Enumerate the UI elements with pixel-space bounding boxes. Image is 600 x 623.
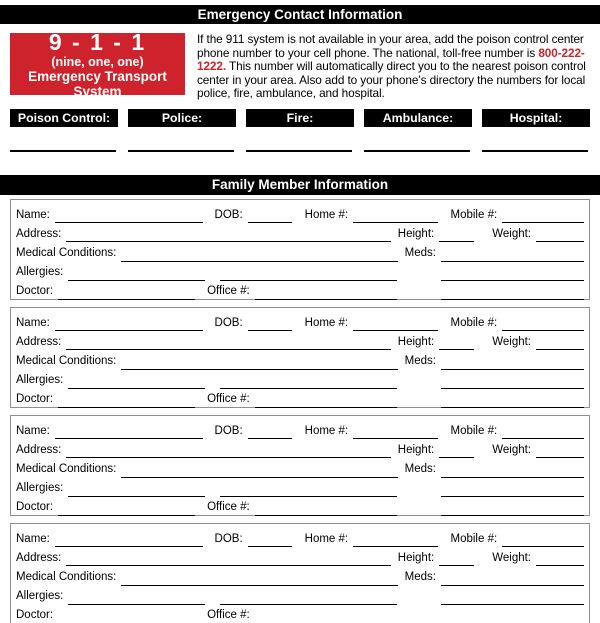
doctor-label: Doctor: bbox=[16, 285, 54, 298]
address-blank-line bbox=[66, 553, 390, 566]
police-label: Police: bbox=[128, 109, 236, 127]
dob-label: DOB: bbox=[214, 208, 243, 221]
dob-blank-line bbox=[248, 426, 292, 439]
doctor-label: Doctor: bbox=[16, 609, 54, 622]
hospital-blank-line bbox=[482, 150, 588, 152]
allergies-blank-line bbox=[68, 484, 205, 497]
hospital-label: Hospital: bbox=[482, 109, 590, 127]
medical-conditions-blank-line bbox=[121, 357, 397, 370]
height-blank-line bbox=[439, 445, 474, 458]
medical-conditions-label: Medical Conditions: bbox=[16, 247, 117, 260]
meds-blank-line bbox=[441, 357, 584, 370]
name-label: Name: bbox=[16, 532, 50, 545]
meds-continued-blank-line-2 bbox=[441, 395, 584, 408]
fire-blank-line bbox=[246, 150, 352, 152]
member-row-medical bbox=[16, 350, 584, 369]
mobile-phone-blank-line bbox=[502, 426, 584, 439]
911-info-row bbox=[10, 28, 590, 101]
member-row-medical bbox=[16, 566, 584, 585]
dob-blank-line bbox=[248, 210, 292, 223]
member-row-allergies bbox=[16, 586, 584, 605]
meds-label: Meds: bbox=[404, 247, 436, 260]
address-label: Address: bbox=[16, 551, 62, 564]
office-phone-label: Office #: bbox=[207, 393, 250, 406]
member-row-doctor bbox=[16, 281, 584, 300]
name-label: Name: bbox=[16, 208, 50, 221]
meds-continued-blank-line-2 bbox=[441, 503, 584, 516]
allergies-label: Allergies: bbox=[16, 590, 64, 603]
allergies-blank-line bbox=[68, 592, 205, 605]
address-blank-line bbox=[66, 337, 390, 350]
name-blank-line bbox=[55, 318, 203, 331]
doctor-blank-line bbox=[58, 287, 195, 300]
name-blank-line bbox=[55, 534, 203, 547]
address-label: Address: bbox=[16, 443, 62, 456]
weight-blank-line bbox=[536, 445, 584, 458]
allergies-label: Allergies: bbox=[16, 482, 64, 495]
medical-conditions-blank-line bbox=[121, 573, 397, 586]
911-subtitle: Emergency Transport System bbox=[28, 68, 167, 99]
member-row-address bbox=[16, 223, 584, 242]
meds-continued-blank-line bbox=[441, 268, 584, 281]
family-section-header: Family Member Information bbox=[0, 175, 600, 195]
911-pronunciation: (nine, one, one) bbox=[51, 54, 144, 69]
allergies-continued-blank-line bbox=[220, 376, 397, 389]
home-phone-label: Home #: bbox=[304, 532, 349, 545]
member-row-medical bbox=[16, 242, 584, 261]
meds-blank-line bbox=[441, 249, 584, 262]
dob-blank-line bbox=[248, 318, 292, 331]
name-blank-line bbox=[55, 210, 203, 223]
office-phone-blank-line bbox=[255, 503, 397, 516]
dob-label: DOB: bbox=[214, 316, 243, 329]
member-row-name bbox=[16, 528, 584, 547]
member-row-doctor bbox=[16, 389, 584, 408]
911-badge bbox=[10, 28, 185, 99]
member-row-allergies bbox=[16, 262, 584, 281]
office-phone-label: Office #: bbox=[207, 609, 250, 622]
meds-continued-blank-line bbox=[441, 376, 584, 389]
family-member-blocks bbox=[10, 199, 590, 623]
dob-blank-line bbox=[248, 534, 292, 547]
medical-conditions-label: Medical Conditions: bbox=[16, 463, 117, 476]
mobile-phone-blank-line bbox=[502, 318, 584, 331]
meds-continued-blank-line-2 bbox=[441, 287, 584, 300]
mobile-phone-blank-line bbox=[502, 210, 584, 223]
height-blank-line bbox=[439, 229, 474, 242]
office-phone-blank-line bbox=[255, 611, 397, 623]
home-phone-blank-line bbox=[353, 318, 437, 331]
allergies-label: Allergies: bbox=[16, 266, 64, 279]
allergies-continued-blank-line bbox=[220, 484, 397, 497]
name-label: Name: bbox=[16, 316, 50, 329]
ambulance-blank-line bbox=[364, 150, 470, 152]
fire-label: Fire: bbox=[246, 109, 354, 127]
address-label: Address: bbox=[16, 335, 62, 348]
height-label: Height: bbox=[397, 335, 435, 348]
weight-label: Weight: bbox=[492, 227, 531, 240]
intro-text-before: If the 911 system is not available in your area, add the poison control center phone number to your cell phone. The national, toll-free number is bbox=[197, 32, 584, 60]
member-row-name bbox=[16, 420, 584, 439]
meds-label: Meds: bbox=[404, 463, 436, 476]
emergency-section-header: Emergency Contact Information bbox=[0, 5, 600, 24]
member-row-name bbox=[16, 312, 584, 331]
weight-label: Weight: bbox=[492, 335, 531, 348]
allergies-label: Allergies: bbox=[16, 374, 64, 387]
office-phone-blank-line bbox=[255, 395, 397, 408]
allergies-blank-line bbox=[68, 376, 205, 389]
office-phone-label: Office #: bbox=[207, 285, 250, 298]
allergies-blank-line bbox=[68, 268, 205, 281]
height-blank-line bbox=[439, 337, 474, 350]
member-row-address bbox=[16, 439, 584, 458]
emergency-contacts-labels-row bbox=[10, 109, 590, 127]
weight-blank-line bbox=[536, 229, 584, 242]
doctor-blank-line bbox=[58, 611, 195, 623]
height-label: Height: bbox=[397, 551, 435, 564]
family-member-block bbox=[10, 307, 590, 408]
height-label: Height: bbox=[397, 227, 435, 240]
weight-blank-line bbox=[536, 337, 584, 350]
meds-blank-line bbox=[441, 573, 584, 586]
medical-conditions-blank-line bbox=[121, 465, 397, 478]
member-row-name bbox=[16, 204, 584, 223]
meds-label: Meds: bbox=[404, 355, 436, 368]
address-blank-line bbox=[66, 445, 390, 458]
doctor-blank-line bbox=[58, 395, 195, 408]
office-phone-label: Office #: bbox=[207, 501, 250, 514]
home-phone-blank-line bbox=[353, 534, 437, 547]
address-label: Address: bbox=[16, 227, 62, 240]
mobile-phone-label: Mobile #: bbox=[450, 208, 498, 221]
family-member-block bbox=[10, 523, 590, 623]
medical-conditions-label: Medical Conditions: bbox=[16, 571, 117, 584]
name-blank-line bbox=[55, 426, 203, 439]
member-row-medical bbox=[16, 458, 584, 477]
weight-label: Weight: bbox=[492, 551, 531, 564]
height-label: Height: bbox=[397, 443, 435, 456]
member-row-allergies bbox=[16, 370, 584, 389]
medical-conditions-label: Medical Conditions: bbox=[16, 355, 117, 368]
doctor-label: Doctor: bbox=[16, 501, 54, 514]
member-row-address bbox=[16, 547, 584, 566]
home-phone-label: Home #: bbox=[304, 208, 349, 221]
meds-continued-blank-line bbox=[441, 592, 584, 605]
office-phone-blank-line bbox=[255, 287, 397, 300]
911-number: 9 - 1 - 1 bbox=[48, 28, 147, 55]
meds-blank-line bbox=[441, 465, 584, 478]
home-phone-blank-line bbox=[353, 210, 437, 223]
poison-control-paragraph bbox=[197, 33, 590, 101]
weight-label: Weight: bbox=[492, 443, 531, 456]
ambulance-label: Ambulance: bbox=[364, 109, 472, 127]
medical-conditions-blank-line bbox=[121, 249, 397, 262]
police-blank-line bbox=[128, 150, 234, 152]
member-row-allergies bbox=[16, 478, 584, 497]
mobile-phone-label: Mobile #: bbox=[450, 532, 498, 545]
mobile-phone-blank-line bbox=[502, 534, 584, 547]
doctor-label: Doctor: bbox=[16, 393, 54, 406]
weight-blank-line bbox=[536, 553, 584, 566]
dob-label: DOB: bbox=[214, 424, 243, 437]
allergies-continued-blank-line bbox=[220, 592, 397, 605]
address-blank-line bbox=[66, 229, 390, 242]
intro-text-after: This number will automatically direct you to the nearest poison control center in your area. Also add to your phone’s directory the numbers for local police, fire, ambulance, and hospital. bbox=[197, 59, 586, 100]
home-phone-label: Home #: bbox=[304, 316, 349, 329]
poison-control-label: Poison Control: bbox=[10, 109, 118, 127]
home-phone-label: Home #: bbox=[304, 424, 349, 437]
meds-continued-blank-line bbox=[441, 484, 584, 497]
emergency-contacts-blank-row bbox=[10, 150, 590, 152]
meds-label: Meds: bbox=[404, 571, 436, 584]
dob-label: DOB: bbox=[214, 532, 243, 545]
doctor-blank-line bbox=[58, 503, 195, 516]
member-row-address bbox=[16, 331, 584, 350]
poison-control-blank-line bbox=[10, 150, 116, 152]
family-member-block bbox=[10, 415, 590, 516]
poison-control-phone-number: 800-222-1222. bbox=[197, 45, 585, 73]
member-row-doctor bbox=[16, 497, 584, 516]
mobile-phone-label: Mobile #: bbox=[450, 316, 498, 329]
family-member-block bbox=[10, 199, 590, 300]
meds-continued-blank-line-2 bbox=[441, 611, 584, 623]
height-blank-line bbox=[439, 553, 474, 566]
allergies-continued-blank-line bbox=[220, 268, 397, 281]
home-phone-blank-line bbox=[353, 426, 437, 439]
name-label: Name: bbox=[16, 424, 50, 437]
mobile-phone-label: Mobile #: bbox=[450, 424, 498, 437]
member-row-doctor bbox=[16, 605, 584, 623]
